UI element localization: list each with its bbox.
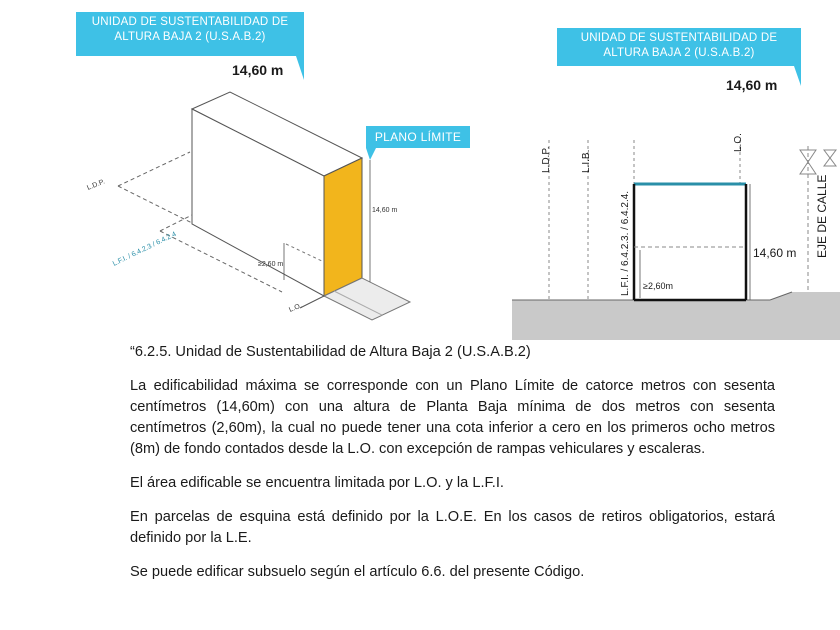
- axis-arrow-icon-4: [824, 158, 836, 166]
- side-height-right: 14,60 m: [753, 246, 797, 260]
- paragraph-edificabilidad: La edificabilidad máxima se corresponde con un Plano Límite de catorce metros con sesenta centímetros (14,60m) con una altura de Planta Baja mínima de dos metros con sesenta centímetros (2,60m), la cual no puede tener una cota inferior a cero en los primeros ocho metros (8m) de fondo contados desde la L.O. con excepción de rampas vehiculares y escaleras.: [130, 378, 775, 457]
- right-height-label: 14,60 m: [726, 77, 778, 93]
- left-height-label: 14,60 m: [232, 62, 284, 78]
- lfi-left-label: L.F.I. / 6.4.2.3 / 6.4.2.4: [111, 230, 178, 268]
- paragraph-subsuelo: Se puede edificar subsuelo según el artículo 6.6. del presente Código.: [130, 564, 585, 580]
- lo-left-label: L.O.: [288, 302, 304, 314]
- right-banner: [557, 28, 801, 66]
- section-heading: “6.2.5. Unidad de Sustentabilidad de Altura Baja 2 (U.S.A.B.2): [130, 344, 531, 360]
- ground-floor-right: ≥2,60m: [643, 281, 673, 291]
- ldp-left-label: L.D.P.: [86, 178, 106, 192]
- right-banner-title: UNIDAD DE SUSTENTABILIDAD DE ALTURA BAJA 2 (U.S.A.B.2): [580, 32, 778, 59]
- lfi-right-label: L.F.I. / 6.4.2.3. / 6.4.2.4.: [620, 190, 631, 296]
- lib-right-label: L.I.B.: [581, 149, 592, 173]
- banner-tail-right: [794, 66, 801, 86]
- axis-arrow-icon-3: [824, 150, 836, 158]
- left-banner-title: UNIDAD DE SUSTENTABILIDAD DE ALTURA BAJA 2 (U.S.A.B.2): [91, 16, 289, 43]
- ground-floor-left: ≥2,60 m: [258, 261, 284, 268]
- street-axis-label: EJE DE CALLE: [815, 174, 829, 258]
- lo-right-label: L.O.: [733, 133, 744, 152]
- side-height-left: 14,60 m: [372, 207, 398, 214]
- paragraph-area-edificable: El área edificable se encuentra limitada por L.O. y la L.F.I.: [130, 475, 504, 491]
- ldp-right-label: L.D.P.: [541, 146, 552, 173]
- plano-limite-tag: PLANO LÍMITE: [366, 126, 470, 148]
- paragraph-parcelas-esquina: En parcelas de esquina está definido por la L.O.E. En los casos de retiros obligatorios, estará definido por la L.E.: [130, 509, 775, 546]
- document-body: [130, 342, 775, 583]
- ground-block: [512, 300, 840, 340]
